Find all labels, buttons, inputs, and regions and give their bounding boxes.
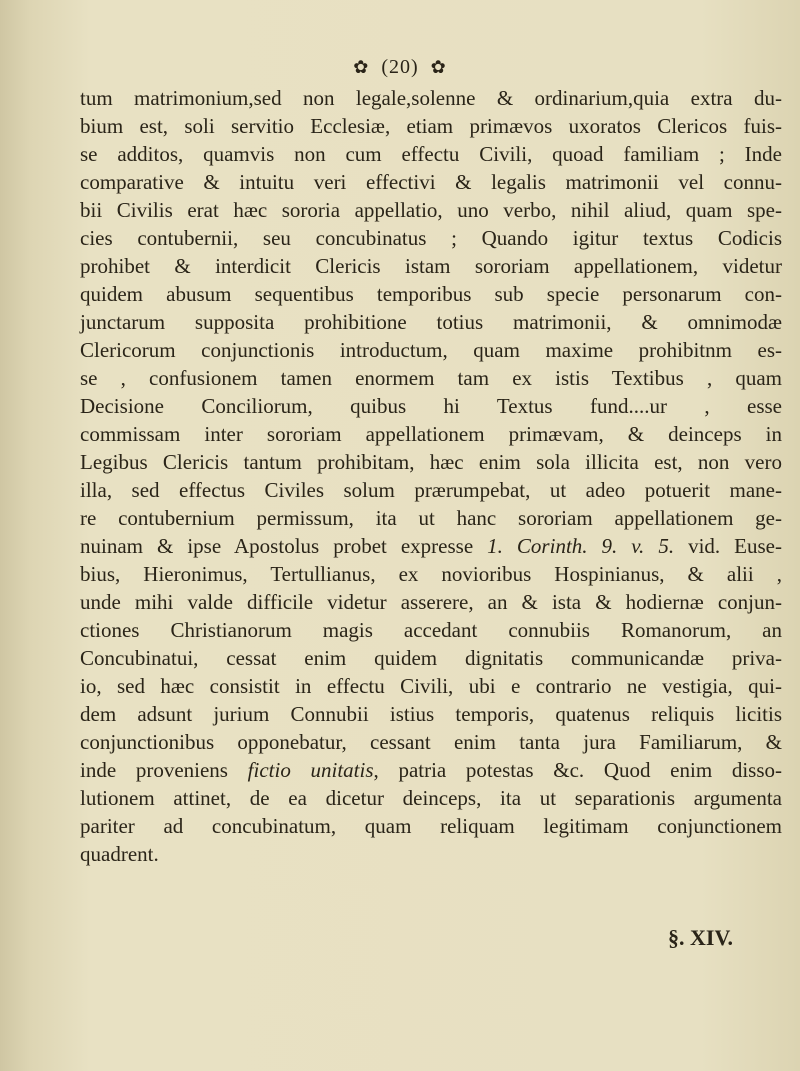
text-segment: comparative & intuitu veri effectivi & legalis matrimonii vel connu- — [80, 170, 782, 194]
text-segment: quidem abusum sequentibus temporibus sub specie personarum con- — [80, 282, 782, 306]
text-segment: bius, Hieronimus, Tertullianus, ex novioribus Hospinianus, & alii , — [80, 562, 782, 586]
text-segment: commissam inter sororiam appellationem primævam, & deinceps in — [80, 422, 782, 446]
text-line — [80, 616, 782, 644]
text-segment: se , confusionem tamen enormem tam ex istis Textibus , quam — [80, 366, 782, 390]
catchword: §. XIV. — [668, 925, 734, 950]
text-line — [80, 588, 782, 616]
text-line — [80, 504, 782, 532]
text-line — [80, 812, 782, 840]
text-line — [80, 476, 782, 504]
text-line — [80, 672, 782, 700]
text-segment: tum matrimonium,sed non legale,solenne & ordinarium,quia extra du- — [80, 86, 782, 110]
text-segment: bium est, soli servitio Ecclesiæ, etiam primævos uxoratos Clericos fuis- — [80, 114, 782, 138]
text-segment: Concubinatui, cessat enim quidem dignitatis communicandæ priva- — [80, 646, 782, 670]
text-segment: lutionem attinet, de ea dicetur deinceps, ita ut separationis argumenta — [80, 786, 782, 810]
text-line — [80, 700, 782, 728]
text-line — [80, 644, 782, 672]
text-segment: dem adsunt jurium Connubii istius temporis, quatenus reliquis licitis — [80, 702, 782, 726]
ornament-icon: ✿ — [353, 57, 370, 77]
ornament-icon: ✿ — [430, 57, 447, 77]
text-segment: Legibus Clericis tantum prohibitam, hæc enim sola illicita est, non vero — [80, 450, 782, 474]
text-line — [80, 140, 782, 168]
text-line — [80, 840, 782, 868]
text-line — [80, 392, 782, 420]
text-segment: prohibet & interdicit Clericis istam sororiam appellationem, videtur — [80, 254, 782, 278]
text-segment: ctiones Christianorum magis accedant connubiis Romanorum, an — [80, 618, 782, 642]
text-line — [80, 308, 782, 336]
text-segment: Decisione Conciliorum, quibus hi Textus fund....ur , esse — [80, 394, 782, 418]
text-line — [80, 560, 782, 588]
italic-citation: 1. Corinth. 9. v. 5. — [487, 534, 675, 558]
text-line — [80, 84, 782, 112]
text-segment: Clericorum conjunctionis introductum, quam maxime prohibitnm es- — [80, 338, 782, 362]
body-text — [80, 84, 782, 868]
text-segment: re contubernium permissum, ita ut hanc sororiam appellationem ge- — [80, 506, 782, 530]
page-number: (20) — [381, 56, 419, 78]
text-segment: unde mihi valde difficile videtur asserere, an & ista & hodiernæ conjun- — [80, 590, 782, 614]
text-line — [80, 112, 782, 140]
text-line — [80, 728, 782, 756]
text-segment: cies contubernii, seu concubinatus ; Quando igitur textus Codicis — [80, 226, 782, 250]
text-segment: junctarum supposita prohibitione totius matrimonii, & omnimodæ — [80, 310, 782, 334]
text-segment: conjunctionibus opponebatur, cessant enim tanta jura Familiarum, & — [80, 730, 782, 754]
text-segment: io, sed hæc consistit in effectu Civili, ubi e contrario ne vestigia, qui- — [80, 674, 782, 698]
text-line — [80, 336, 782, 364]
text-line — [80, 168, 782, 196]
text-segment: nuinam & ipse Apostolus probet expresse — [80, 534, 488, 558]
text-line — [80, 364, 782, 392]
running-header — [0, 56, 800, 79]
text-line — [80, 280, 782, 308]
text-segment: vid. Euse- — [674, 534, 782, 558]
text-line — [80, 784, 782, 812]
text-line — [80, 196, 782, 224]
text-segment: quadrent. — [80, 842, 159, 866]
text-segment: bii Civilis erat hæc sororia appellatio, uno verbo, nihil aliud, quam spe- — [80, 198, 782, 222]
italic-citation: fictio unitatis — [247, 758, 374, 782]
text-line — [80, 756, 782, 784]
text-segment: , patria potestas &c. Quod enim disso- — [373, 758, 783, 782]
text-line — [80, 448, 782, 476]
text-segment: illa, sed effectus Civiles solum prærumpebat, ut adeo potuerit mane- — [80, 478, 782, 502]
text-line — [80, 252, 782, 280]
text-line — [80, 224, 782, 252]
text-line — [80, 532, 782, 560]
text-line — [80, 420, 782, 448]
text-segment: pariter ad concubinatum, quam reliquam legitimam conjunctionem — [80, 814, 782, 838]
text-segment: inde proveniens — [80, 758, 248, 782]
text-segment: se additos, quamvis non cum effectu Civili, quoad familiam ; Inde — [80, 142, 782, 166]
